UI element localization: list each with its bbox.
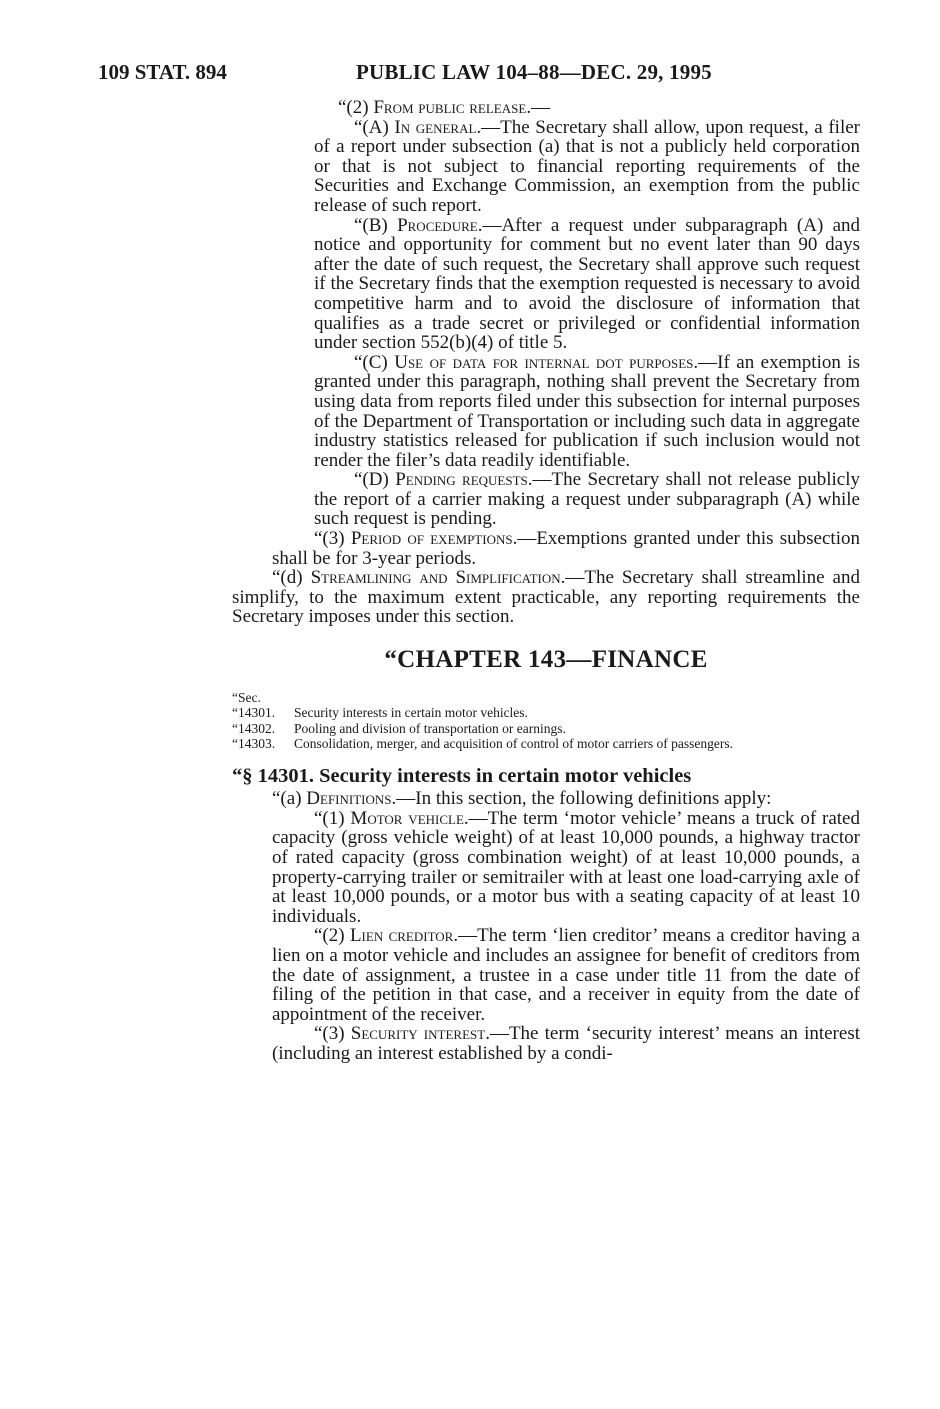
subsection-a (232, 789, 860, 809)
subsection-a-title: Definitions (306, 788, 392, 810)
subparagraph-a-number: “(A) (354, 116, 395, 138)
paragraph-3-title: Period of exemptions (350, 528, 513, 550)
paragraph-3 (232, 529, 860, 568)
subparagraph-c-number: “(C) (354, 351, 395, 373)
subsection-d (232, 568, 860, 627)
definition-number: “(2) (314, 925, 350, 947)
definition-text: .—The term ‘security interest’ means an interest (including an interest established by a condi- (272, 1023, 860, 1064)
subparagraph-d-title: Pending requests (395, 469, 528, 491)
definition-motor-vehicle (232, 809, 860, 927)
toc-entry (232, 736, 860, 752)
paragraph-2-number: “(2) (338, 97, 374, 118)
subparagraph-c (232, 353, 860, 471)
definition-security-interest (232, 1024, 860, 1063)
toc-entry-number: “14301. (232, 705, 276, 721)
subsection-a-text: .—In this section, the following definitions apply: (391, 788, 772, 810)
toc-entry-title: Security interests in certain motor vehicles. (294, 705, 528, 721)
definition-number: “(3) (314, 1023, 351, 1045)
definition-text: .—The term ‘lien creditor’ means a creditor having a lien on a motor vehicle and includes an assignee for benefit of creditors from the date of assignment, a trustee in a case under title 11 from the date of filing of the petition in that case, and a receiver in equity from the date of appointment of the receiver. (272, 925, 861, 1025)
subparagraph-c-text: .—If an exemption is granted under this paragraph, nothing shall prevent the Secretary from using data from reports filed under this subsection for internal purposes of the Department of Transportation or including such data in aggregate industry statistics released for publication if such inclusion would not render the filer’s data readily identifiable. (314, 351, 860, 471)
definition-term: Lien creditor (349, 925, 454, 947)
subparagraph-d (232, 470, 860, 529)
definition-text: .—The term ‘motor vehicle’ means a truck of rated capacity (gross vehicle weight) of at least 10,000 pounds, a highway tractor of rated capacity (gross combination weight) of at least 10,000 pounds, a property-carrying trailer or semitrailer with at least one load-carrying axle of at least 10,000 pounds, or a motor bus with a seating capacity of at least 10 individuals. (272, 807, 860, 927)
subparagraph-b-number: “(B) (354, 214, 398, 236)
subparagraph-b-text: .—After a request under subparagraph (A) and notice and opportunity for comment but no event later than 90 days after the date of such request, the Secretary shall approve such request if the Secretary finds that the exemption requested is necessary to avoid competitive harm and to avoid the disclosure of information that qualifies as a trade secret or privileged or confidential information under section 552(b)(4) of title 5. (314, 214, 860, 354)
subparagraph-a-title: In general (394, 116, 477, 138)
paragraph-2-heading (232, 98, 860, 118)
paragraph-3-number: “(3) (314, 528, 351, 550)
toc-entry-title: Pooling and division of transportation or earnings. (294, 720, 566, 736)
chapter-table-of-contents (232, 690, 860, 752)
toc-entry-number: “14303. (232, 736, 276, 752)
subparagraph-b-title: Procedure (397, 214, 478, 236)
subparagraph-b (232, 216, 860, 353)
document-body (232, 98, 860, 1064)
paragraph-2-title: From public release (373, 97, 527, 118)
public-law-ref: PUBLIC LAW 104–88—DEC. 29, 1995 (356, 60, 712, 84)
paragraph-2-dash: .— (526, 97, 551, 118)
subparagraph-d-text: .—The Secretary shall not release publicly the report of a carrier making a request under subparagraph (A) while such request is pending. (314, 469, 861, 530)
definition-term: Security interest (350, 1023, 486, 1045)
subsection-a-number: “(a) (272, 788, 307, 810)
statute-page-ref: 109 STAT. 894 (98, 60, 227, 84)
subsection-d-title: Streamlining and Simplification (310, 567, 561, 589)
definition-number: “(1) (314, 807, 351, 829)
toc-label: “Sec. (232, 689, 261, 705)
subparagraph-c-title: Use of data for internal dot purposes (394, 351, 694, 373)
subparagraph-a (232, 118, 860, 216)
subsection-d-number: “(d) (272, 567, 311, 589)
chapter-title: “CHAPTER 143—FINANCE (384, 646, 708, 674)
running-head (98, 60, 858, 90)
paragraph-3-text: .—Exemptions granted under this subsection shall be for 3-year periods. (272, 528, 860, 569)
subsection-d-text: .—The Secretary shall streamline and simplify, to the maximum extent practicable, any reporting requirements the Secretary imposes under this section. (232, 567, 860, 628)
toc-entry (232, 705, 860, 721)
toc-entry (232, 721, 860, 737)
toc-entry-title: Consolidation, merger, and acquisition of control of motor carriers of passengers. (294, 736, 733, 752)
subparagraph-d-number: “(D) (354, 469, 396, 491)
toc-entry-number: “14302. (232, 720, 276, 736)
section-14301-heading: “§ 14301. Security interests in certain motor vehicles (232, 764, 692, 787)
definition-lien-creditor (232, 926, 860, 1024)
subparagraph-a-text: .—The Secretary shall allow, upon request, a filer of a report under subsection (a) that is not a publicly held corporation or that is not subject to financial reporting requirements of the Securities and Exchange Commission, an exemption from the public release of such report. (314, 116, 860, 216)
definition-term: Motor vehicle (350, 807, 464, 829)
